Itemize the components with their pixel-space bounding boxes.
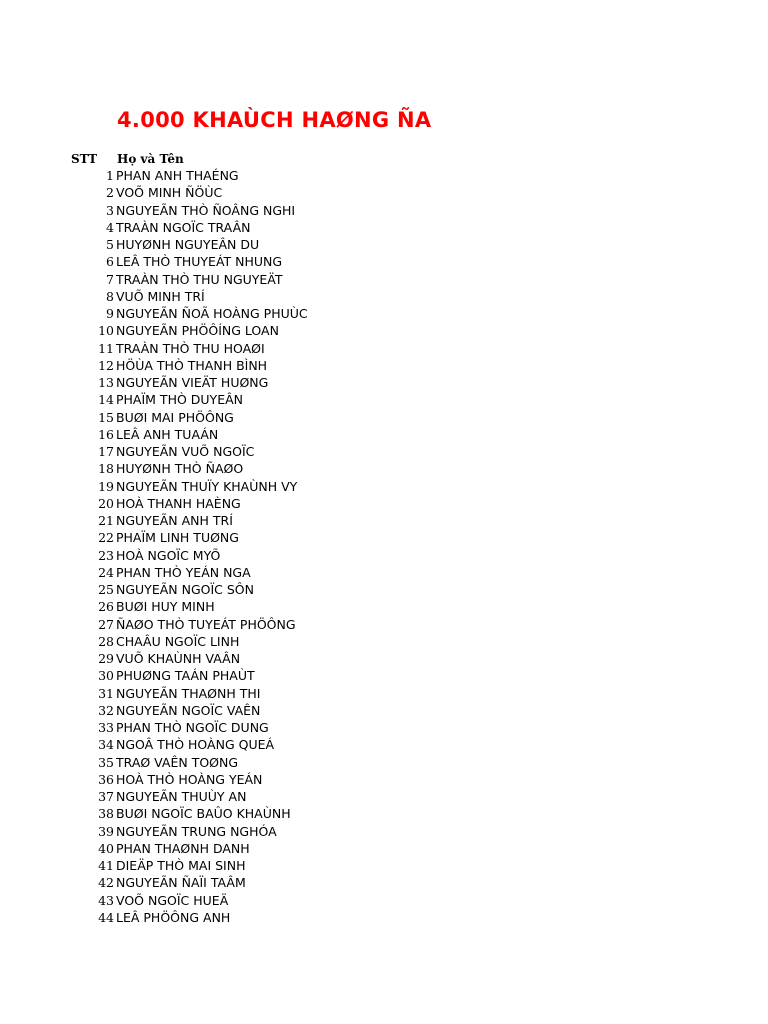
customer-name: NGUYEÃN THUÏY KHAÙNH VY	[116, 478, 298, 494]
row-number: 25	[98, 582, 114, 597]
table-header	[0, 150, 768, 168]
row-number: 42	[98, 875, 114, 891]
customer-name: NGUYEÃN VUÕ NGOÏC	[116, 444, 255, 459]
list-item	[0, 598, 768, 615]
customer-list	[0, 167, 768, 926]
customer-name: BUØI HUY MINH	[116, 599, 215, 615]
customer-name: NGUYEÃN THÒ ÑOÂNG NGHI	[116, 202, 296, 218]
customer-name: PHAN ANH THAÉNG	[116, 168, 239, 183]
list-item	[0, 685, 768, 702]
list-item	[0, 495, 768, 512]
customer-name: NGUYEÃN THUÙY AN	[116, 789, 247, 804]
row-number: 24	[98, 564, 114, 580]
row-number: 2	[106, 185, 114, 201]
customer-name: NGUYEÃN NGOÏC SÔN	[116, 582, 254, 597]
customer-name: VUÕ MINH TRÍ	[116, 288, 205, 304]
list-item	[0, 857, 768, 874]
list-item	[0, 564, 768, 581]
customer-name: TRAÀN NGOÏC TRAÂN	[116, 219, 251, 235]
row-number: 43	[98, 892, 114, 908]
customer-name: PHAÏM THÒ DUYEÂN	[116, 392, 243, 408]
row-number: 23	[98, 547, 114, 563]
list-item	[0, 305, 768, 322]
customer-name: LEÂ PHÖÔNG ANH	[116, 909, 231, 925]
customer-name: TRAÀN THÒ THU HOAØI	[116, 340, 265, 356]
list-item	[0, 754, 768, 771]
list-item	[0, 167, 768, 184]
customer-name: LEÂ THÒ THUYEÁT NHUNG	[116, 254, 283, 270]
list-item	[0, 460, 768, 477]
customer-name: HÖÙA THÒ THANH BÌNH	[116, 357, 268, 373]
row-number: 38	[98, 806, 114, 822]
list-item	[0, 478, 768, 495]
list-item	[0, 374, 768, 391]
row-number: 18	[98, 461, 114, 477]
list-item	[0, 340, 768, 357]
list-item	[0, 426, 768, 443]
customer-name: NGUYEÃN ÑAÏI TAÂM	[116, 875, 246, 891]
list-item	[0, 581, 768, 598]
row-number: 13	[98, 375, 114, 390]
list-item	[0, 840, 768, 857]
list-item	[0, 805, 768, 822]
list-item	[0, 909, 768, 926]
list-item	[0, 357, 768, 374]
row-number: 30	[98, 668, 114, 684]
list-item	[0, 236, 768, 253]
list-item	[0, 391, 768, 408]
row-number: 34	[98, 737, 114, 753]
list-item	[0, 616, 768, 633]
customer-name: VOÕ MINH ÑÖÙC	[116, 185, 223, 201]
row-number: 12	[98, 357, 114, 373]
customer-name: TRAÀN THÒ THU NGUYEÄT	[116, 271, 283, 287]
row-number: 40	[98, 840, 114, 856]
row-number: 4	[106, 219, 114, 235]
list-item	[0, 443, 768, 460]
list-item	[0, 633, 768, 650]
list-item	[0, 892, 768, 909]
list-item	[0, 788, 768, 805]
row-number: 27	[98, 616, 114, 632]
list-item	[0, 219, 768, 236]
customer-name: NGUYEÃN THAØNH THI	[116, 685, 261, 701]
customer-name: NGUYEÃN PHÖÔÍNG LOAN	[116, 323, 279, 339]
customer-name: NGUYEÃN ÑOÃ HOÀNG PHUÙC	[116, 306, 308, 321]
list-item	[0, 529, 768, 546]
customer-name: NGUYEÃN TRUNG NGHÓA	[116, 823, 277, 839]
page-title: 4.000 KHAÙCH HAØNG ÑA	[117, 108, 432, 132]
list-item	[0, 409, 768, 426]
customer-name: PHAN THÒ NGOÏC DUNG	[116, 720, 269, 735]
row-number: 22	[98, 530, 114, 546]
row-number: 44	[98, 909, 114, 925]
row-number: 9	[106, 306, 114, 321]
stt-column-header: STT	[71, 152, 98, 166]
row-number: 19	[98, 478, 114, 494]
customer-name: HUYØNH THÒ ÑAØO	[116, 461, 244, 477]
list-item	[0, 702, 768, 719]
row-number: 10	[98, 323, 114, 339]
customer-name: VOÕ NGOÏC HUEÄ	[116, 892, 229, 908]
customer-name: NGUYEÃN ANH TRÍ	[116, 513, 233, 528]
row-number: 41	[98, 858, 114, 873]
customer-name: HUYØNH NGUYEÂN DU	[116, 237, 260, 252]
row-number: 32	[98, 702, 114, 718]
row-number: 26	[98, 599, 114, 615]
row-number: 17	[98, 444, 114, 459]
customer-name: PHAN THÒ YEÁN NGA	[116, 564, 251, 580]
row-number: 5	[106, 237, 114, 252]
list-item	[0, 202, 768, 219]
list-item	[0, 771, 768, 788]
row-number: 29	[98, 651, 114, 666]
row-number: 31	[98, 685, 114, 701]
list-item	[0, 184, 768, 201]
customer-name: PHUØNG TAÁN PHAÙT	[116, 668, 255, 684]
row-number: 1	[106, 168, 114, 183]
customer-name: HOÀ NGOÏC MYÕ	[116, 547, 221, 563]
list-item	[0, 253, 768, 270]
list-item	[0, 271, 768, 288]
row-number: 33	[98, 720, 114, 735]
row-number: 8	[106, 288, 114, 304]
list-item	[0, 719, 768, 736]
customer-name: NGUYEÃN NGOÏC VAÊN	[116, 702, 261, 718]
row-number: 15	[98, 409, 114, 425]
customer-name: ÑAØO THÒ TUYEÁT PHÖÔNG	[116, 616, 296, 632]
customer-name: HOÀ THANH HAÈNG	[116, 495, 241, 511]
row-number: 39	[98, 823, 114, 839]
row-number: 21	[98, 513, 114, 528]
customer-name: CHAÂU NGOÏC LINH	[116, 633, 240, 649]
row-number: 16	[98, 426, 114, 442]
row-number: 35	[98, 754, 114, 770]
customer-name: PHAN THAØNH DANH	[116, 840, 250, 856]
list-item	[0, 650, 768, 667]
row-number: 37	[98, 789, 114, 804]
list-item	[0, 667, 768, 684]
list-item	[0, 874, 768, 891]
row-number: 36	[98, 771, 114, 787]
customer-name: VUÕ KHAÙNH VAÂN	[116, 651, 241, 666]
row-number: 3	[106, 202, 114, 218]
row-number: 11	[98, 340, 114, 356]
customer-name: NGOÂ THÒ HOÀNG QUEÁ	[116, 737, 275, 753]
customer-name: HOÀ THÒ HOÀNG YEÁN	[116, 771, 263, 787]
list-item	[0, 322, 768, 339]
list-item	[0, 547, 768, 564]
list-item	[0, 288, 768, 305]
customer-name: NGUYEÃN VIEÄT HUØNG	[116, 375, 269, 390]
row-number: 6	[106, 254, 114, 270]
row-number: 28	[98, 633, 114, 649]
customer-name: BUØI NGOÏC BAÛO KHAÙNH	[116, 806, 291, 822]
customer-name: PHAÏM LINH TUØNG	[116, 530, 239, 546]
customer-name: BUØI MAI PHÖÔNG	[116, 409, 234, 425]
list-item	[0, 512, 768, 529]
row-number: 14	[98, 392, 114, 408]
row-number: 20	[98, 495, 114, 511]
list-item	[0, 823, 768, 840]
name-column-header: Họ và Tên	[117, 152, 184, 166]
row-number: 7	[106, 271, 114, 287]
customer-name: TRAØ VAÊN TOØNG	[116, 754, 239, 770]
customer-name: DIEÄP THÒ MAI SINH	[116, 858, 246, 873]
list-item	[0, 736, 768, 753]
customer-name: LEÂ ANH TUAÁN	[116, 426, 219, 442]
